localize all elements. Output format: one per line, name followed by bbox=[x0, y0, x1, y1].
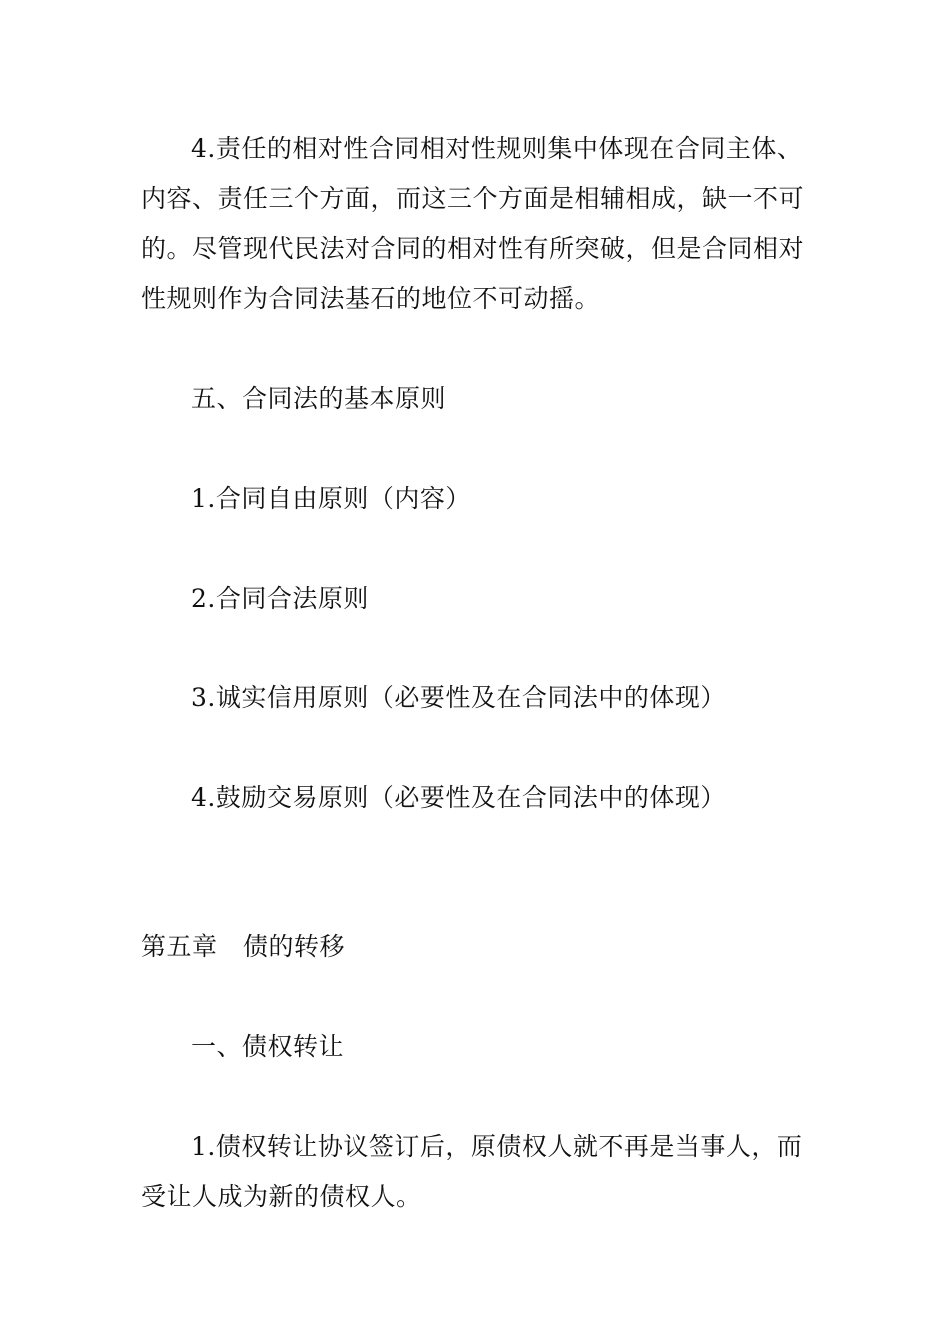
principle-item: 2.合同合法原则 bbox=[191, 584, 369, 613]
principle-item: 3.诚实信用原则（必要性及在合同法中的体现） bbox=[191, 683, 726, 712]
principle-item: 1.合同自由原则（内容） bbox=[191, 484, 471, 513]
paragraph-line: 1.债权转让协议签订后，原债权人就不再是当事人，而 bbox=[191, 1132, 803, 1161]
paragraph-line: 内容、责任三个方面，而这三个方面是相辅相成，缺一不可 bbox=[141, 184, 805, 213]
subsection-heading: 一、债权转让 bbox=[191, 1032, 345, 1061]
principle-item: 4.鼓励交易原则（必要性及在合同法中的体现） bbox=[191, 783, 726, 812]
paragraph-line: 的。尽管现代民法对合同的相对性有所突破，但是合同相对 bbox=[141, 234, 805, 263]
paragraph-line: 性规则作为合同法基石的地位不可动摇。 bbox=[141, 284, 601, 313]
paragraph-line: 4.责任的相对性合同相对性规则集中体现在合同主体、 bbox=[191, 134, 803, 163]
section-heading: 五、合同法的基本原则 bbox=[191, 384, 447, 413]
paragraph-line: 受让人成为新的债权人。 bbox=[141, 1182, 422, 1211]
chapter-title: 第五章 债的转移 bbox=[141, 932, 346, 961]
